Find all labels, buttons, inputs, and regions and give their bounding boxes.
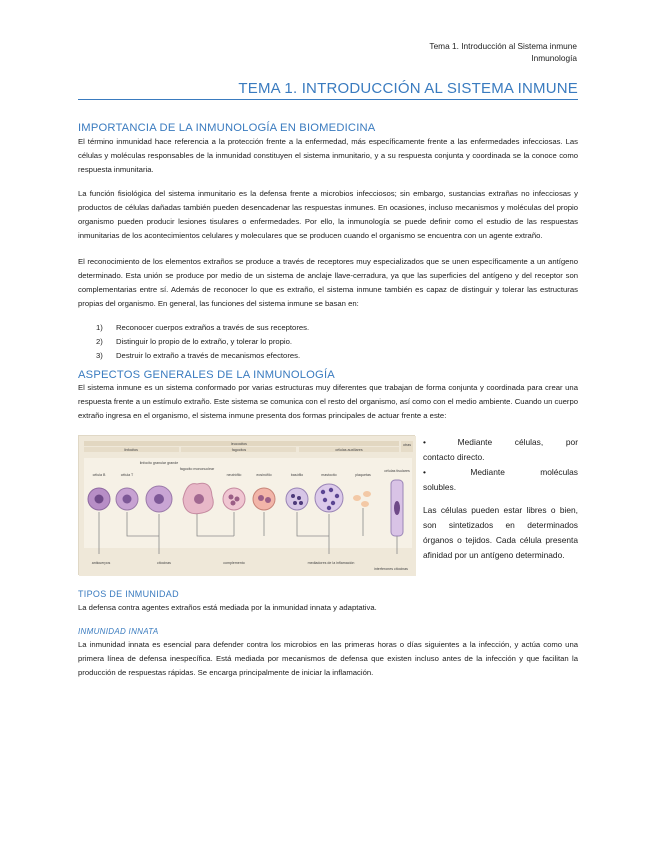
- list-item: 2) Distinguir lo propio de lo extraño, y tolerar lo propio.: [96, 337, 293, 346]
- figure-output-label: mediadores de la inflamación: [307, 561, 355, 565]
- section-heading-importancia: IMPORTANCIA DE LA INMUNOLOGÍA EN BIOMEDICINA: [78, 122, 376, 134]
- figure-cell-label: linfocito granular grande: [139, 461, 179, 465]
- figure-output-label: citocinas: [157, 561, 171, 565]
- figure-cell-label: neutrófilo: [226, 473, 242, 477]
- list-item: 1) Reconocer cuerpos extraños a través de sus receptores.: [96, 323, 310, 332]
- header-subject: Inmunología: [531, 53, 577, 63]
- immune-cells-figure: [78, 435, 415, 575]
- cell-eosinophil-shape: [253, 488, 275, 510]
- document-body: [78, 120, 578, 680]
- paragraph-sistema-inmune: El sistema inmune es un sistema conformado por varias estructuras muy diferentes que trabajan de forma conjunta y coordinada para crear una respuesta frente a un estímulo extraño. Este sistema se comunica con el resto del organismo, así como con el medio ambiente. Cuando un cuerpo extraño ingresa en el organismo, el sistema inmune presenta dos formas principales de actuar frente a este:: [78, 383, 578, 420]
- paragraph-definicion-inmunidad: El término inmunidad hace referencia a la protección frente a la enfermedad, más específicamente frente a las enfermedades infecciosas. Las células y moléculas responsables de la inmunidad constituyen el sistema inmunitario, y a su respuesta conjunta y coordinada se la conoce como respuesta inmunitaria.: [78, 137, 578, 174]
- figure-cell-label: plaquetas: [355, 473, 371, 477]
- figure-cell-label: eosinófilo: [256, 473, 272, 477]
- figure-cell-label: células tisulares: [384, 469, 410, 473]
- figure-cell-label: célula T: [120, 473, 134, 477]
- cell-basophil-shape: [286, 488, 308, 510]
- figure-label-otras: otras: [403, 443, 411, 447]
- list-item: 3) Destruir lo extraño a través de mecanismos efectores.: [96, 351, 301, 360]
- header-course-title: Tema 1. Introducción al Sistema inmune: [429, 41, 577, 51]
- figure-cell-label: basófilo: [290, 473, 304, 477]
- figure-side-text: [423, 435, 578, 563]
- bullet-item: • Mediante células, por contacto directo.: [423, 437, 578, 462]
- figure-cell-label: célula B: [92, 473, 106, 477]
- figure-label-fagocitos: fagocitos: [231, 448, 247, 452]
- figure-label-leucocitos: leucocitos: [231, 442, 247, 446]
- paragraph-tipos-inmunidad: La defensa contra agentes extraños está mediada por la inmunidad innata y adaptativa.: [78, 603, 377, 612]
- cell-neutrophil-shape: [223, 488, 245, 510]
- subheading-inmunidad-innata: INMUNIDAD INNATA: [78, 627, 159, 636]
- running-header: [429, 40, 577, 64]
- paragraph-inmunidad-innata: La inmunidad innata es esencial para defender contra los microbios en las primeras horas o días siguientes a la infección, y actúa como una primera línea de defensa inespecífica. Está mediada por mecanismos de defensa que existen incluso antes de la infección y que facilitan la producción de respuestas rápidas. Se encarga principalmente de iniciar la inflamación.: [78, 640, 578, 677]
- section-heading-tipos: TIPOS DE INMUNIDAD: [78, 589, 179, 599]
- figure-label-celulas-auxiliares: células auxiliares: [335, 448, 363, 452]
- figure-cell-label: mastocito: [321, 473, 337, 477]
- figure-output-label: anticuerpos: [91, 561, 111, 565]
- functions-list: [78, 321, 578, 363]
- paragraph-funcion-fisiologica: La función fisiológica del sistema inmunitario es la defensa frente a microbios infecciosos; sin embargo, sustancias extrañas no infecciosas y productos de células dañadas también pueden desencadenar las respuestas inmunes. En ocasiones, incluso mecanismos y moléculas del propio organismo pueden producir lesiones tisulares o enfermedades. Por ello, la inmunología se puede definir como el estudio de las respuestas inmunitarias de los acontecimientos celulares y moleculares que se producen cuando el organismo se encuentra con un agente extraño.: [78, 189, 578, 240]
- figure-output-label: interferones citocinas: [374, 567, 408, 571]
- side-paragraph: Las células pueden estar libres o bien, son sintetizados en determinados órganos o tejidos. Cada célula presenta afinidad por un antígeno determinado.: [423, 505, 578, 560]
- figure-label-linfocitos: linfocitos: [124, 448, 138, 452]
- immune-cells-illustration: [79, 436, 416, 576]
- section-heading-aspectos: ASPECTOS GENERALES DE LA INMUNOLOGÍA: [78, 369, 335, 381]
- bullet-item: • Mediante moléculas solubles.: [423, 467, 578, 492]
- platelet-shape: [353, 495, 361, 501]
- page-title: TEMA 1. INTRODUCCIÓN AL SISTEMA INMUNE: [78, 80, 578, 100]
- figure-output-label: complemento: [223, 561, 245, 565]
- paragraph-reconocimiento: El reconocimiento de los elementos extraños se produce a través de receptores muy especializados que se unen específicamente a un antígeno determinado. Esta unión se produce por medio de un sistema de anclaje llave-cerradura, ya que las superficies del antígeno y del receptor son complementarias entre sí. Además de reconocer lo que es extraño, el sistema inmune también es capaz de distinguir y tolerar las estructuras propias del organismo. En general, las funciones del sistema inmune se basan en:: [78, 257, 578, 308]
- figure-row: [78, 435, 578, 585]
- figure-cell-label: fagocito mononuclear: [179, 467, 215, 471]
